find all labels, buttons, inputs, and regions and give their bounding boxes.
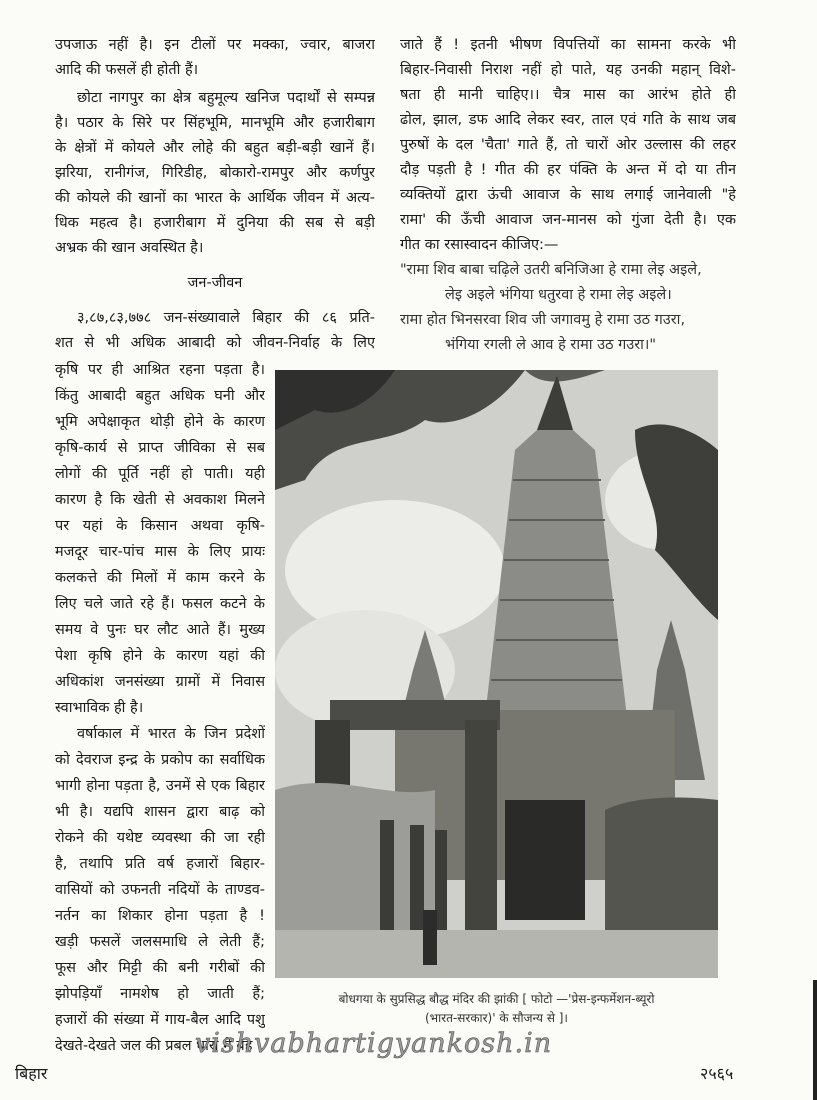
text-line: अभ्रक की खान अवस्थित है। (55, 240, 204, 256)
text-line: है। पठार के सिरे पर सिंहभूमि, मानभूमि और हजारीबाग (55, 115, 375, 131)
text-line: कृषि पर ही आश्रित रहना पड़ता है। (55, 362, 265, 378)
scan-edge (813, 980, 817, 1100)
text-line: जाते हैं ! इतनी भीषण विपत्तियों का सामना करके भी (400, 37, 736, 53)
text-line: गीत का रसास्वादन कीजिए:— (400, 237, 559, 253)
text-line: किंतु आबादी बहुत अधिक घनी और (55, 388, 265, 404)
text-line: पर यहां के किसान अथवा कृषि- (55, 518, 265, 534)
text-line: की कोयले की खानों का भारत के आर्थिक जीवन में अत्य- (55, 190, 375, 206)
photo-caption (275, 990, 718, 1028)
right-column (400, 33, 736, 358)
text-line: ढोल, झाल, डफ आदि लेकर स्वर, ताल एवं गति के साथ जब (400, 112, 736, 128)
left-column-narrow (55, 357, 265, 1059)
text-line: झरिया, रानीगंज, गिरिडीह, बोकारो-रामपुर और कर्णपुर (55, 165, 375, 181)
text-line: पेशा कृषि होने के कारण यहां की (55, 648, 265, 664)
text-line: दौड़ पड़ती है ! गीत की हर पंक्ति के अन्त में दो या तीन (400, 162, 736, 178)
verse-line: रामा होत भिनसरवा शिव जी जगावमु हे रामा उठ गउरा, (400, 312, 686, 328)
text-line: समय वे पुनः घर लौट आते हैं। मुख्य (55, 622, 265, 638)
bodhgaya-temple-photo (275, 370, 718, 978)
text-line: मजदूर चार-पांच मास के लिए प्रायः (55, 544, 265, 560)
text-line: छोटा नागपुर का क्षेत्र बहुमूल्य खनिज पदार्थों से सम्पन्न (77, 90, 375, 106)
text-line: आदि की फसलें ही होती हैं। (55, 62, 199, 78)
caption-line: (भारत-सरकार)' के सौजन्य से ]। (425, 1011, 568, 1025)
text-line: रोकने की यथेष्ट व्यवस्था की जा रही (55, 830, 265, 846)
text-line: बिहार-निवासी निराश नहीं हो पाते, यह उनकी महान् विशे- (400, 62, 736, 78)
text-line: खड़ी फसलें जलसमाधि ले लेती हैं; (55, 934, 265, 950)
text-line: अधिकांश जनसंख्या ग्रामों में निवास (55, 674, 265, 690)
text-line: है, तथापि प्रति वर्ष हजारों बिहार- (55, 856, 265, 872)
text-line: पुरुषों के दल 'चैता' गाते हैं, तो चारों ओर उल्लास की लहर (400, 137, 736, 153)
text-line: फूस और मिट्टी की बनी गरीबों की (55, 960, 265, 976)
text-line: भूमि अपेक्षाकृत थोड़ी होने के कारण (55, 414, 265, 430)
text-line: वर्षाकाल में भारत के जिन प्रदेशों (77, 726, 265, 742)
section-heading: जन-जीवन (187, 275, 243, 291)
magazine-name: बिहार (15, 1064, 48, 1083)
caption-line: बोधगया के सुप्रसिद्ध बौद्ध मंदिर की झांकी [ फोटो —'प्रेस-इन्फर्मेशन-ब्यूरो (338, 992, 655, 1006)
text-line: वासियों को उफनती नदियों के ताण्डव- (55, 882, 265, 898)
text-line: कृषि-कार्य से प्राप्त जीविका से सब (55, 440, 265, 456)
watermark: vishvabhartigyankosh.in (195, 1028, 553, 1059)
verse-line: "रामा शिव बाबा चढ़िले उतरी बनिजिआ हे रामा लेइ अइले, (400, 262, 702, 278)
text-line: कारण है कि खेती से अवकाश मिलने (55, 492, 265, 508)
verse-line: लेइ अइले भंगिया धतुरवा हे रामा लेइ अइले। (445, 287, 672, 303)
text-line: लिए चले जाते रहे हैं। फसल कटने के (55, 596, 265, 612)
text-line: षता ही मानी चाहिए।। चैत्र मास का आरंभ होते ही (400, 87, 736, 103)
song-verse (400, 258, 736, 358)
text-line: को देवराज इन्द्र के प्रकोप का सर्वाधिक (55, 752, 265, 768)
text-line: रामा' की ऊँची आवाज जन-मानस को गुंजा देती है। एक (400, 212, 736, 228)
verse-line: भंगिया रगली ले आव हे रामा उठ गउरा।" (445, 337, 657, 353)
text-line: स्वाभाविक ही है। (55, 700, 144, 716)
left-column-top (55, 33, 375, 261)
text-line: धिक महत्व है। हजारीबाग में दुनिया की सब से बड़ी (55, 215, 375, 231)
text-line: हजारों की संख्या में गाय-बैल आदि पशु (55, 1012, 265, 1028)
text-line: देखते-देखते जल की प्रबल धारा में बह (55, 1038, 253, 1054)
text-line: कलकत्ते की मिलों में काम करने के (55, 570, 265, 586)
text-line: झोपड़ियाँ नामशेष हो जाती हैं; (55, 986, 265, 1002)
text-line: ३,८७,८३,७७८ जन-संख्यावाले बिहार की ८६ प्रति- (77, 310, 375, 326)
text-line: नर्तन का शिकार होना पड़ता है ! (55, 908, 265, 924)
text-line: के क्षेत्रों में कोयले और लोहे की बहुत बड़ी-बड़ी खानें हैं। (55, 140, 375, 156)
text-line: शत से भी अधिक आबादी को जीवन-निर्वाह के लिए (55, 335, 375, 351)
text-line: लोगों की पूर्ति नहीं हो पाती। यही (55, 466, 265, 482)
text-line: भागी होना पड़ता है, उनमें से एक बिहार (55, 778, 265, 794)
page-number: २५६५ (700, 1064, 734, 1083)
text-line: व्यक्तियों द्वारा ऊंची आवाज के साथ लगाई जानेवाली "हे (400, 187, 736, 203)
text-line: उपजाऊ नहीं है। इन टीलों पर मक्का, ज्वार, बाजरा (55, 37, 375, 53)
text-line: भी है। यद्यपि शासन द्वारा बाढ़ को (55, 804, 265, 820)
left-column-middle (55, 306, 375, 356)
